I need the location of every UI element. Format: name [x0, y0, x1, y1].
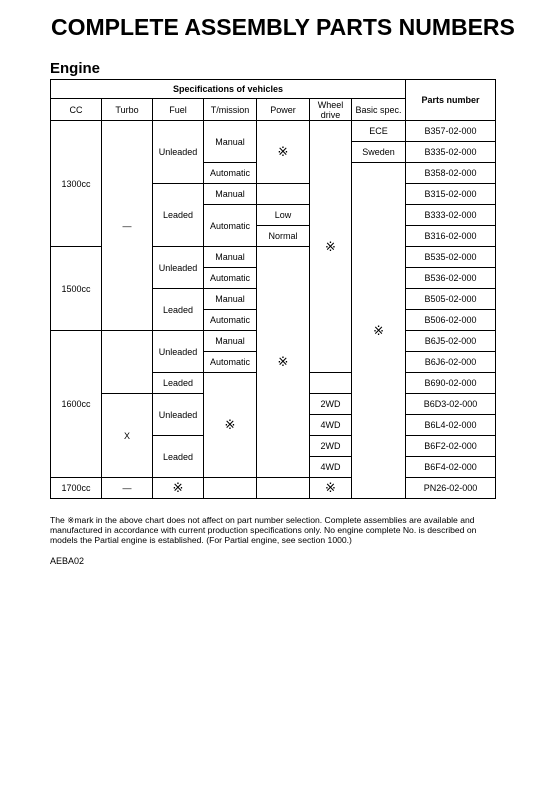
turbo-header: Turbo	[102, 99, 153, 121]
parts-number-cell: B6L4-02-000	[406, 415, 496, 436]
document-code: AEBA02	[50, 556, 85, 566]
power-cell: Low	[257, 205, 310, 226]
parts-number-cell: B6F4-02-000	[406, 457, 496, 478]
tmission-cell: Automatic	[204, 268, 257, 289]
spec-group-header: Specifications of vehicles	[51, 80, 406, 99]
parts-number-cell: B505-02-000	[406, 289, 496, 310]
fuel-cell: Leaded	[153, 289, 204, 331]
basic-spec-header: Basic spec.	[352, 99, 406, 121]
parts-number-cell: B333-02-000	[406, 205, 496, 226]
parts-number-cell: B6D3-02-000	[406, 394, 496, 415]
fuel-cell: Leaded	[153, 184, 204, 247]
wheel-drive-cell: ※	[310, 121, 352, 373]
parts-number-cell: B690-02-000	[406, 373, 496, 394]
parts-number-cell: B335-02-000	[406, 142, 496, 163]
turbo-cell: —	[102, 478, 153, 499]
section-heading: Engine	[50, 60, 101, 77]
turbo-cell: —	[102, 121, 153, 331]
basic-spec-cell: ※	[352, 163, 406, 499]
wheel-drive-cell: 4WD	[310, 415, 352, 436]
power-cell: ※	[257, 247, 310, 478]
parts-number-cell: B6F2-02-000	[406, 436, 496, 457]
power-cell: Normal	[257, 226, 310, 247]
tmission-cell: Manual	[204, 289, 257, 310]
page-title: COMPLETE ASSEMBLY PARTS NUMBERS	[51, 14, 515, 40]
fuel-cell: Leaded	[153, 373, 204, 394]
wheel-drive-cell: 4WD	[310, 457, 352, 478]
cc-cell: 1500cc	[51, 247, 102, 331]
tmission-cell: Automatic	[204, 310, 257, 331]
wheel-drive-header: Wheel drive	[310, 99, 352, 121]
footnote: The ※mark in the above chart does not affect on part number selection. Complete assemblies are available and manufactured in accordance with current production specifications only. No engine complete No. is described on models the Partial engine is established. (For Partial engine, see section 1000.)	[50, 515, 477, 545]
wheel-drive-cell: ※	[310, 478, 352, 499]
parts-number-cell: B316-02-000	[406, 226, 496, 247]
tmission-cell: Manual	[204, 331, 257, 352]
tmission-cell: Manual	[204, 121, 257, 163]
parts-number-cell: B6J5-02-000	[406, 331, 496, 352]
tmission-header: T/mission	[204, 99, 257, 121]
cc-cell: 1600cc	[51, 331, 102, 478]
tmission-cell	[204, 478, 257, 499]
cc-header: CC	[51, 99, 102, 121]
table-header-row	[51, 80, 496, 99]
parts-number-cell: B357-02-000	[406, 121, 496, 142]
parts-number-cell: B315-02-000	[406, 184, 496, 205]
tmission-cell: Manual	[204, 184, 257, 205]
power-cell	[257, 478, 310, 499]
fuel-cell: Unleaded	[153, 394, 204, 436]
parts-number-header: Parts number	[406, 80, 496, 121]
tmission-cell: Automatic	[204, 205, 257, 247]
fuel-cell: ※	[153, 478, 204, 499]
fuel-header: Fuel	[153, 99, 204, 121]
parts-table	[50, 79, 496, 499]
cc-cell: 1300cc	[51, 121, 102, 247]
parts-number-cell: PN26-02-000	[406, 478, 496, 499]
turbo-cell: X	[102, 394, 153, 478]
cc-cell: 1700cc	[51, 478, 102, 499]
power-cell: ※	[257, 121, 310, 184]
table-row	[51, 478, 496, 499]
turbo-cell	[102, 331, 153, 394]
fuel-cell: Unleaded	[153, 247, 204, 289]
fuel-cell: Unleaded	[153, 121, 204, 184]
wheel-drive-cell: 2WD	[310, 436, 352, 457]
parts-number-cell: B536-02-000	[406, 268, 496, 289]
parts-number-cell: B6J6-02-000	[406, 352, 496, 373]
fuel-cell: Unleaded	[153, 331, 204, 373]
fuel-cell: Leaded	[153, 436, 204, 478]
wheel-drive-cell	[310, 373, 352, 394]
tmission-cell: Automatic	[204, 163, 257, 184]
power-cell	[257, 184, 310, 205]
table-row	[51, 121, 496, 142]
parts-number-cell: B506-02-000	[406, 310, 496, 331]
power-header: Power	[257, 99, 310, 121]
wheel-drive-cell: 2WD	[310, 394, 352, 415]
tmission-cell: ※	[204, 373, 257, 478]
tmission-cell: Manual	[204, 247, 257, 268]
basic-spec-cell: ECE	[352, 121, 406, 142]
basic-spec-cell: Sweden	[352, 142, 406, 163]
parts-number-cell: B358-02-000	[406, 163, 496, 184]
tmission-cell: Automatic	[204, 352, 257, 373]
parts-number-cell: B535-02-000	[406, 247, 496, 268]
